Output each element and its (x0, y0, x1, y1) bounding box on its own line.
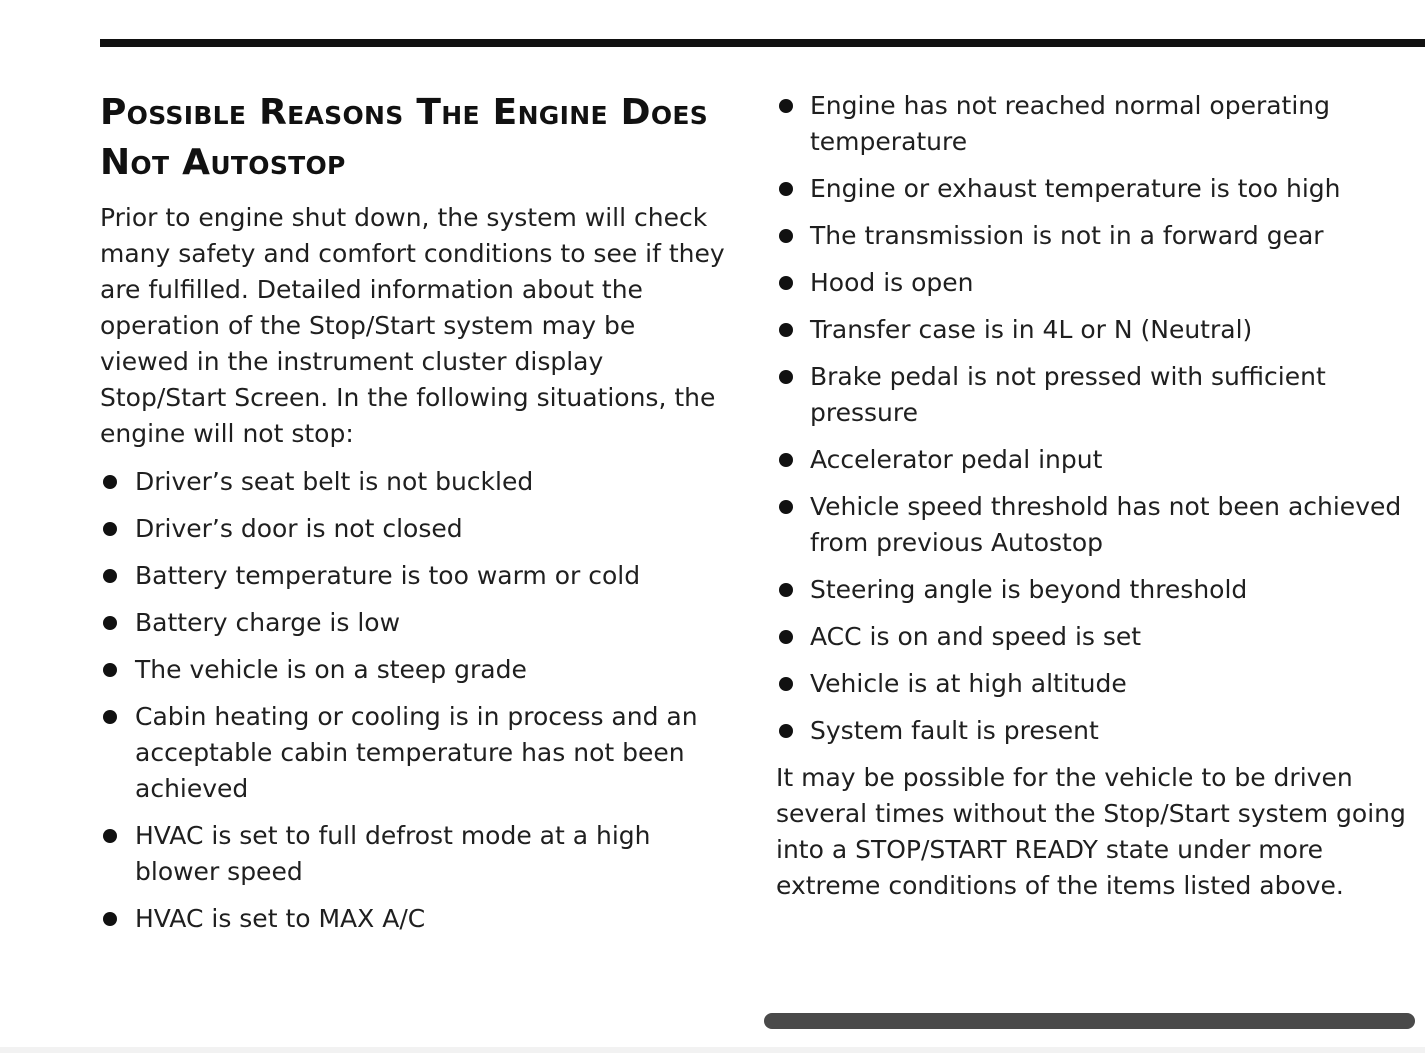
bullet-icon (103, 663, 117, 677)
list-item: Steering angle is beyond threshold (776, 572, 1416, 608)
intro-paragraph: Prior to engine shut down, the system will check many safety and comfort conditions to see if they are fulfilled. Detailed information about the operation of the Stop/Start system may be viewed in the instrument cluster display Stop/Start Screen. In the following situations, the engine will not stop: (100, 203, 725, 448)
section-heading: Possible Reasons The Engine Does Not Autostop (100, 92, 709, 183)
right-column (776, 88, 1416, 904)
bullet-icon (103, 569, 117, 583)
bullet-icon (779, 229, 793, 243)
bullet-icon (779, 630, 793, 644)
bullet-icon (103, 522, 117, 536)
list-item: Engine or exhaust temperature is too high (776, 171, 1416, 207)
left-column (100, 88, 730, 948)
list-item: HVAC is set to MAX A/C (100, 901, 730, 937)
bottom-edge (0, 1047, 1425, 1053)
list-item: HVAC is set to full defrost mode at a high blower speed (100, 818, 730, 890)
left-bullet-list (100, 464, 730, 937)
closing-paragraph: It may be possible for the vehicle to be driven several times without the Stop/Start system going into a STOP/START READY state under more extreme conditions of the items listed above. (776, 763, 1406, 900)
horizontal-scrollbar[interactable] (764, 1013, 1415, 1029)
list-item: Driver’s seat belt is not buckled (100, 464, 730, 500)
list-item: Battery temperature is too warm or cold (100, 558, 730, 594)
bullet-icon (779, 323, 793, 337)
bullet-icon (779, 724, 793, 738)
bullet-icon (779, 182, 793, 196)
list-item: Vehicle speed threshold has not been achieved from previous Autostop (776, 489, 1416, 561)
bullet-icon (779, 453, 793, 467)
list-item: The transmission is not in a forward gear (776, 218, 1416, 254)
list-item: Engine has not reached normal operating temperature (776, 88, 1416, 160)
top-rule (100, 39, 1425, 47)
bullet-icon (103, 710, 117, 724)
bullet-icon (779, 583, 793, 597)
bullet-icon (103, 829, 117, 843)
bullet-icon (779, 677, 793, 691)
bullet-icon (103, 912, 117, 926)
list-item: Accelerator pedal input (776, 442, 1416, 478)
bullet-icon (103, 475, 117, 489)
list-item: Vehicle is at high altitude (776, 666, 1416, 702)
bullet-icon (103, 616, 117, 630)
list-item: ACC is on and speed is set (776, 619, 1416, 655)
list-item: Driver’s door is not closed (100, 511, 730, 547)
right-bullet-list (776, 88, 1416, 749)
list-item: Battery charge is low (100, 605, 730, 641)
list-item: Cabin heating or cooling is in process and an acceptable cabin temperature has not been achieved (100, 699, 730, 807)
bullet-icon (779, 99, 793, 113)
list-item: System fault is present (776, 713, 1416, 749)
list-item: Brake pedal is not pressed with sufficient pressure (776, 359, 1416, 431)
list-item: Hood is open (776, 265, 1416, 301)
list-item: Transfer case is in 4L or N (Neutral) (776, 312, 1416, 348)
bullet-icon (779, 500, 793, 514)
bullet-icon (779, 370, 793, 384)
list-item: The vehicle is on a steep grade (100, 652, 730, 688)
bullet-icon (779, 276, 793, 290)
